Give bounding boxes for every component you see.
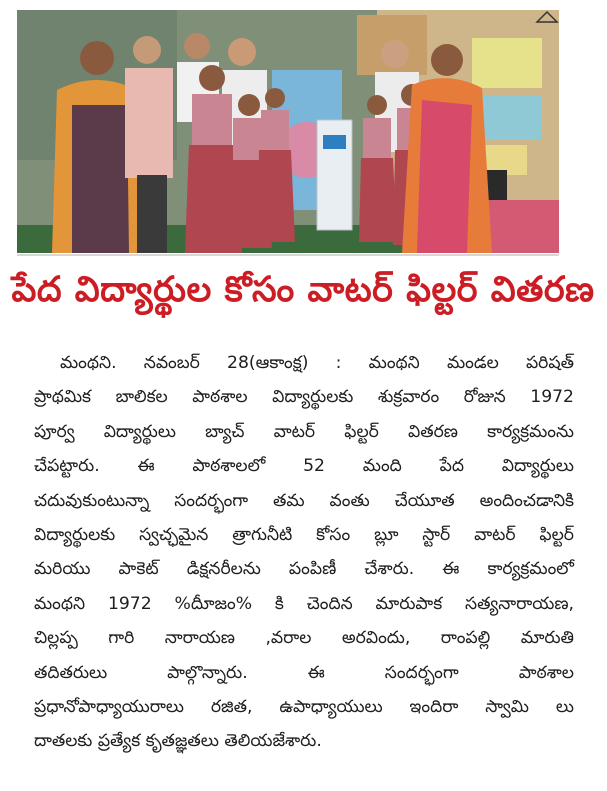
headline: పేద విద్యార్థుల కోసం వాటర్ ఫిల్టర్ వితరణ [11,270,595,310]
article-line: చదువుకుంటున్నా సందర్భంగా తమ వంతు చేయూత అందించడానికి [34,490,574,511]
article-line: విద్యార్థులకు స్వచ్ఛమైన త్రాగునీటి కోసం బ్లూ స్టార్ వాటర్ ఫిల్టర్ [34,524,574,545]
article-line: ప్రధానోపాధ్యాయురాలు రజిత, ఉపాధ్యాయులు ఇందిరా స్వామి లు [34,696,574,717]
article-line: చిల్లప్ప గారి నారాయణ ,వరాల అరవిందు, రాంపల్లి మారుతి [34,628,574,649]
photo-divider [17,254,559,256]
article-line: దాతలకు ప్రత్యేక కృతజ్ఞతలు తెలియజేశారు. [34,731,322,752]
news-photo [17,10,559,253]
article-line: ప్రాథమిక బాలికల పాఠశాల విద్యార్థులకు శుక్రవారం రోజున 1972 [34,387,574,408]
photo-illustration [17,10,559,253]
article-line: మంథని 1972 %దీూజం% కి చెందిన మారుపాక సత్యనారాయణ, [34,593,574,614]
article-line: మంథని. నవంబర్ 28(ఆకాంక్ష) : మంథని మండల పరిషత్ [60,353,574,373]
article-body [34,346,574,759]
article-line: పూర్వ విద్యార్థులు బ్యాచ్ వాటర్ ఫిల్టర్ వితరణ కార్యక్రమంను [34,421,574,442]
newspaper-clipping [11,10,595,782]
article-line: తదితరులు పాల్గొన్నారు. ఈ సందర్భంగా పాఠశాల [34,662,574,683]
article-line: చేపట్టారు. ఈ పాఠశాలలో 52 మంది పేద విద్యార్థులు [34,456,574,477]
article-line: మరియు పాకెట్ డిక్షనరీలను పంపిణీ చేశారు. ఈ కార్యక్రమంలో [34,559,574,580]
